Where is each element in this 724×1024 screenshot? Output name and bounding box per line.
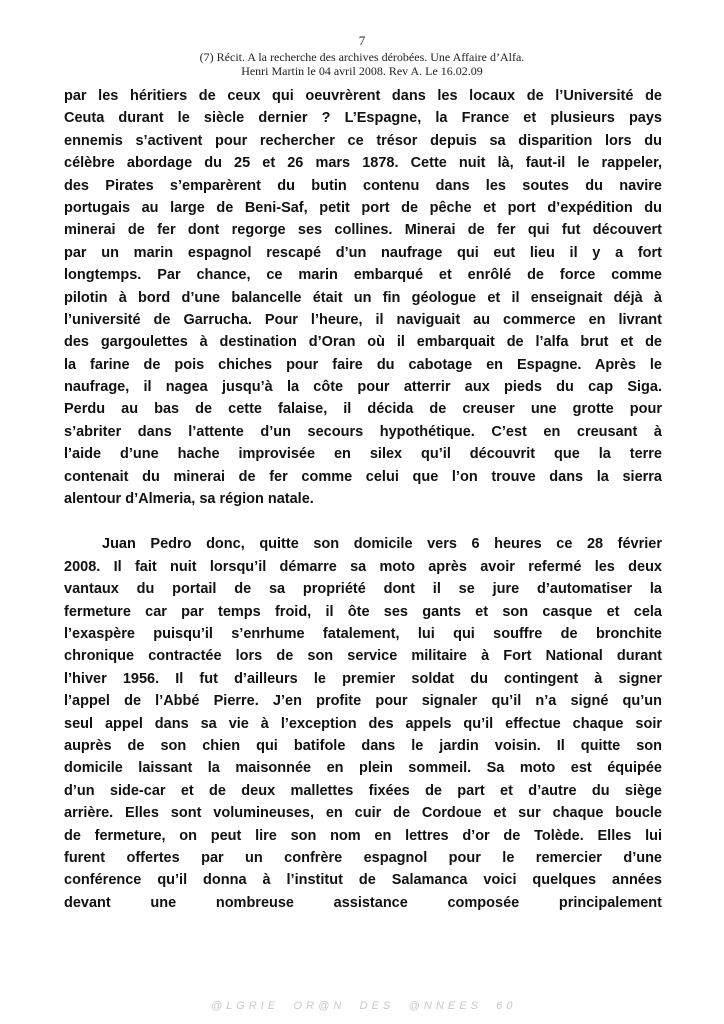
text-line: l’université de Garrucha. Pour l’heure, il naviguait au commerce en livrant xyxy=(64,311,662,328)
footer-watermark: @ L G R I E O R @ N D E S @ N N E E S 6 0 xyxy=(210,1000,514,1012)
text-line: vantaux du portail de sa propriété dont il se jure d’automatiser la xyxy=(64,581,662,598)
text-line: l’appel de l’Abbé Pierre. J’en profite pour signaler qu’il n’a signé qu’un xyxy=(64,693,662,710)
text-line: de fermeture, on peut lire son nom en lettres d’or de Tolède. Elles lui xyxy=(64,827,662,844)
text-line: Juan Pedro donc, quitte son domicile vers 6 heures ce 28 février xyxy=(102,536,662,553)
text-line: auprès de son chien qui batifole dans le jardin voisin. Il quitte son xyxy=(64,737,662,754)
text-line: seul appel dans sa vie à l’exception des appels qu’il effectue chaque soir xyxy=(64,715,662,732)
text-line: longtemps. Par chance, ce marin embarqué et enrôlé de force comme xyxy=(64,267,662,284)
header-title: (7) Récit. A la recherche des archives dérobées. Une Affaire d’Alfa. xyxy=(199,50,525,64)
paragraph-gap xyxy=(64,510,662,533)
text-line: Ceuta durant le siècle dernier ? L’Espagne, la France et plusieurs pays xyxy=(64,110,662,127)
paragraph-2 xyxy=(64,533,662,914)
text-line: devant une nombreuse assistance composée principalement xyxy=(64,894,662,911)
text-line: par un marin espagnol rescapé d’un naufrage qui eut lieu il y a fort xyxy=(64,244,662,261)
text-line: par les héritiers de ceux qui oeuvrèrent dans les locaux de l’Université de xyxy=(64,88,662,104)
text-line: s’abriter dans l’attente d’un secours hypothétique. C’est en creusant à xyxy=(64,423,662,440)
text-line: l’hiver 1956. Il fut d’ailleurs le premier soldat du contingent à signer xyxy=(64,670,662,687)
text-line: des gargoulettes à destination d’Oran où il embarquait de l’alfa brut et de xyxy=(64,334,662,351)
text-line: d’un side-car et de deux mallettes fixées de part et d’autre du siège xyxy=(64,782,662,799)
text-line: furent offertes par un confrère espagnol pour le remercier d’une xyxy=(64,849,662,866)
text-line: la farine de pois chiches pour faire du cabotage en Espagne. Après le xyxy=(64,356,662,373)
text-line: minerai de fer dont regorge ses collines. Minerai de fer qui fut découvert xyxy=(64,222,662,239)
text-line: naufrage, il nagea jusqu’à la côte pour atterrir aux pieds du cap Siga. xyxy=(64,379,662,396)
page-number: 7 xyxy=(358,33,366,48)
text-line: 2008. Il fait nuit lorsqu’il démarre sa moto après avoir refermé les deux xyxy=(64,558,662,575)
text-line: Perdu au bas de cette falaise, il décida de creuser une grotte pour xyxy=(64,401,662,418)
text-line: pilotin à bord d’une balancelle était un fin géologue et il enseignait déjà à xyxy=(64,289,662,306)
text-line: contenait du minerai de fer comme celui que l’on trouve dans la sierra xyxy=(64,468,662,485)
text-line: ennemis s’activent pour rechercher ce trésor depuis sa disparition lors du xyxy=(64,132,662,149)
text-line: portugais au large de Beni-Saf, petit port de pêche et port d’expédition du xyxy=(64,199,662,216)
text-line: alentour d’Almeria, sa région natale. xyxy=(64,491,314,508)
text-line: célèbre abordage du 25 et 26 mars 1878. Cette nuit là, faut-il le rappeler, xyxy=(64,155,662,172)
text-line: fermeture car par temps froid, il ôte ses gants et son casque et cela xyxy=(64,603,662,620)
text-line: arrière. Elles sont volumineuses, en cuir de Cordoue et sur chaque boucle xyxy=(64,805,662,822)
body-text xyxy=(64,85,662,914)
header-author-revision: Henri Martin le 04 avril 2008. Rev A. Le 16.02.09 xyxy=(241,64,483,78)
text-line: l’aide d’une hache improvisée en silex qu’il découvrit que la terre xyxy=(64,446,662,463)
text-line: domicile laissant la maisonnée en plein sommeil. Sa moto est équipée xyxy=(64,760,662,777)
text-line: chronique contractée lors de son service militaire à Fort National durant xyxy=(64,648,662,665)
text-line: conférence qu’il donna à l’institut de Salamanca voici quelques années xyxy=(64,872,662,889)
text-line: des Pirates s’emparèrent du butin contenu dans les soutes du navire xyxy=(64,177,662,194)
paragraph-1 xyxy=(64,85,662,510)
text-line: l’exaspère puisqu’il s’enrhume fatalement, lui qui souffre de bronchite xyxy=(64,625,662,642)
